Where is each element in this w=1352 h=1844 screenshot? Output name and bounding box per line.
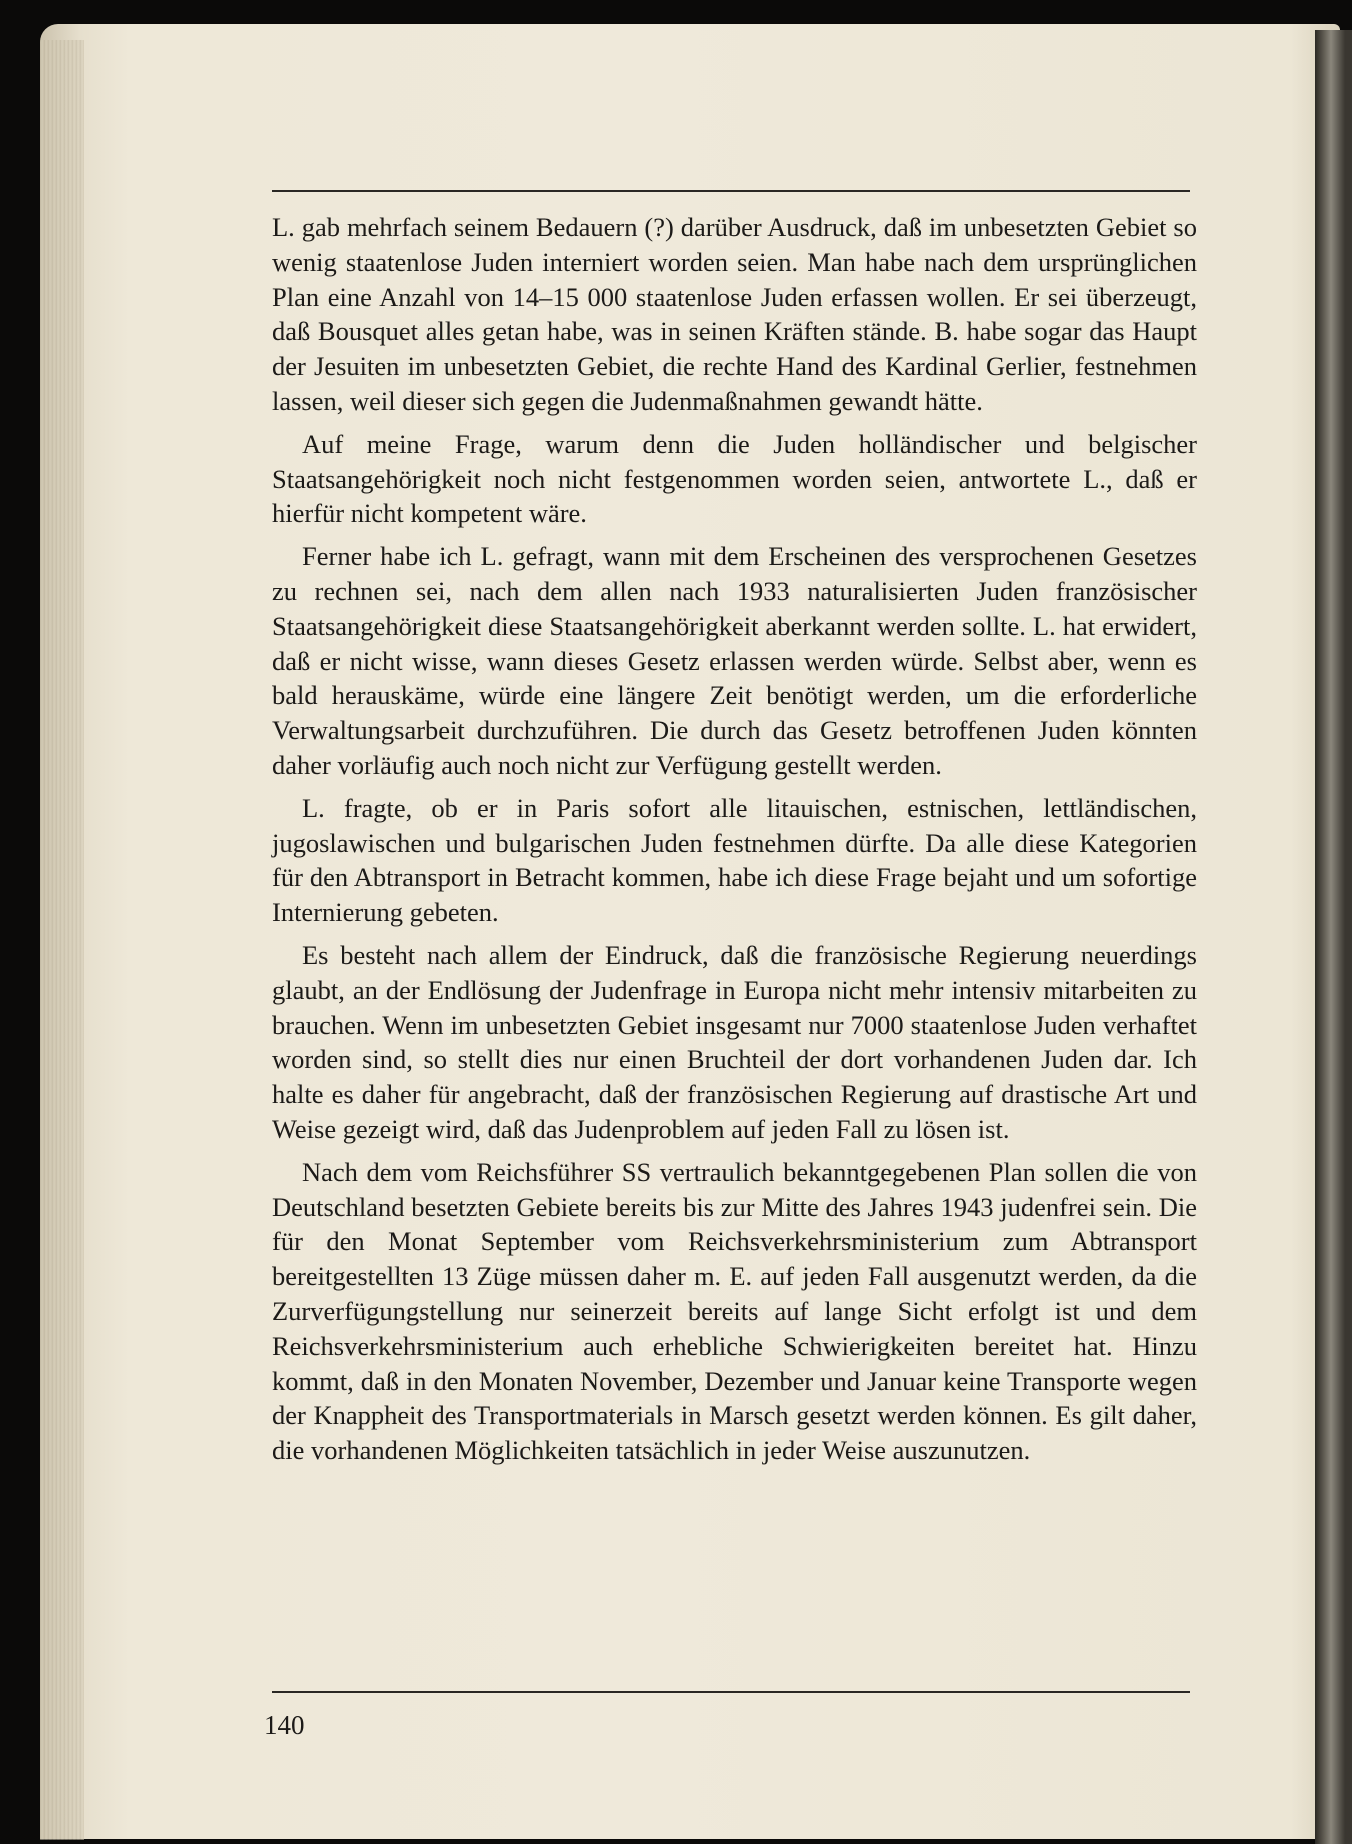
facing-page-edge: [1315, 30, 1352, 1844]
header-rule: [272, 190, 1190, 192]
paragraph: Auf meine Frage, warum denn die Juden holländischer und belgischer Staatsangehörigkeit noch nicht festgenommen worden seien, antwortete L., daß er hierfür nicht kompetent wäre.: [272, 428, 1197, 529]
paragraph: Ferner habe ich L. gefragt, wann mit dem Erscheinen des versprochenen Gesetzes zu rechnen sei, nach dem allen nach 1933 naturalisierten Juden französischer Staatsangehörigkeit diese Staatsangehörigkeit aberkannt werden sollte. L. hat erwidert, daß er nicht wisse, wann dieses Gesetz erlassen werden würde. Selbst aber, wenn es bald herauskäme, würde eine längere Zeit benötigt werden, um die erforderliche Verwaltungsarbeit durchzuführen. Die durch das Gesetz betroffenen Juden könnten daher vorläufig auch noch nicht zur Verfügung gestellt werden.: [272, 541, 1197, 780]
paragraph: Es besteht nach allem der Eindruck, daß die französische Regierung neuerdings glaubt, an der Endlösung der Judenfrage in Europa nicht mehr intensiv mitarbeiten zu brauchen. Wenn im unbesetzten Gebiet insgesamt nur 7000 staatenlose Juden verhaftet worden sind, so stellt dies nur einen Bruchteil der dort vorhandenen Juden dar. Ich halte es daher für angebracht, daß der französischen Regierung auf drastische Art und Weise gezeigt wird, daß das Judenproblem auf jeden Fall zu lösen ist.: [272, 939, 1197, 1144]
page-edge-stack: [40, 40, 84, 1840]
paragraph: Nach dem vom Reichsführer SS vertraulich bekanntgegebenen Plan sollen die von Deutschland besetzten Gebiete bereits bis zur Mitte des Jahres 1943 judenfrei sein. Die für den Monat September vom Reichsverkehrsministerium zum Abtransport bereitgestellten 13 Züge müssen daher m. E. auf jeden Fall ausgenutzt werden, da die Zurverfügungstellung nur seinerzeit bereits auf lange Sicht erfolgt ist und dem Reichsverkehrsministerium auch erhebliche Schwierigkeiten bereitet hat. Hinzu kommt, daß in den Monaten November, Dezember und Januar keine Transporte wegen der Knappheit des Transportmaterials in Marsch gesetzt werden können. Es gilt daher, die vorhandenen Möglichkeiten tatsächlich in jeder Weise auszunutzen.: [272, 1156, 1197, 1466]
paragraph: L. gab mehrfach seinem Bedauern (?) darüber Ausdruck, daß im unbesetzten Gebiet so wenig staatenlose Juden interniert worden seien. Man habe nach dem ursprünglichen Plan eine Anzahl von 14–15 000 staatenlose Juden erfassen wollen. Er sei überzeugt, daß Bousquet alles getan habe, was in seinen Kräften stände. B. habe sogar das Haupt der Jesuiten im unbesetzten Gebiet, die rechte Hand des Kardinal Gerlier, festnehmen lassen, weil dieser sich gegen die Judenmaßnahmen gewandt hätte.: [272, 212, 1197, 416]
footer-rule: [272, 1691, 1190, 1693]
page-number: 140: [264, 1710, 305, 1740]
paragraph: L. fragte, ob er in Paris sofort alle litauischen, estnischen, lettländischen, jugoslawischen und bulgarischen Juden festnehmen dürfte. Da alle diese Kategorien für den Abtransport in Betracht kommen, habe ich diese Frage bejaht und um sofortige Internierung gebeten.: [272, 792, 1197, 928]
body-text: [272, 210, 1197, 1476]
